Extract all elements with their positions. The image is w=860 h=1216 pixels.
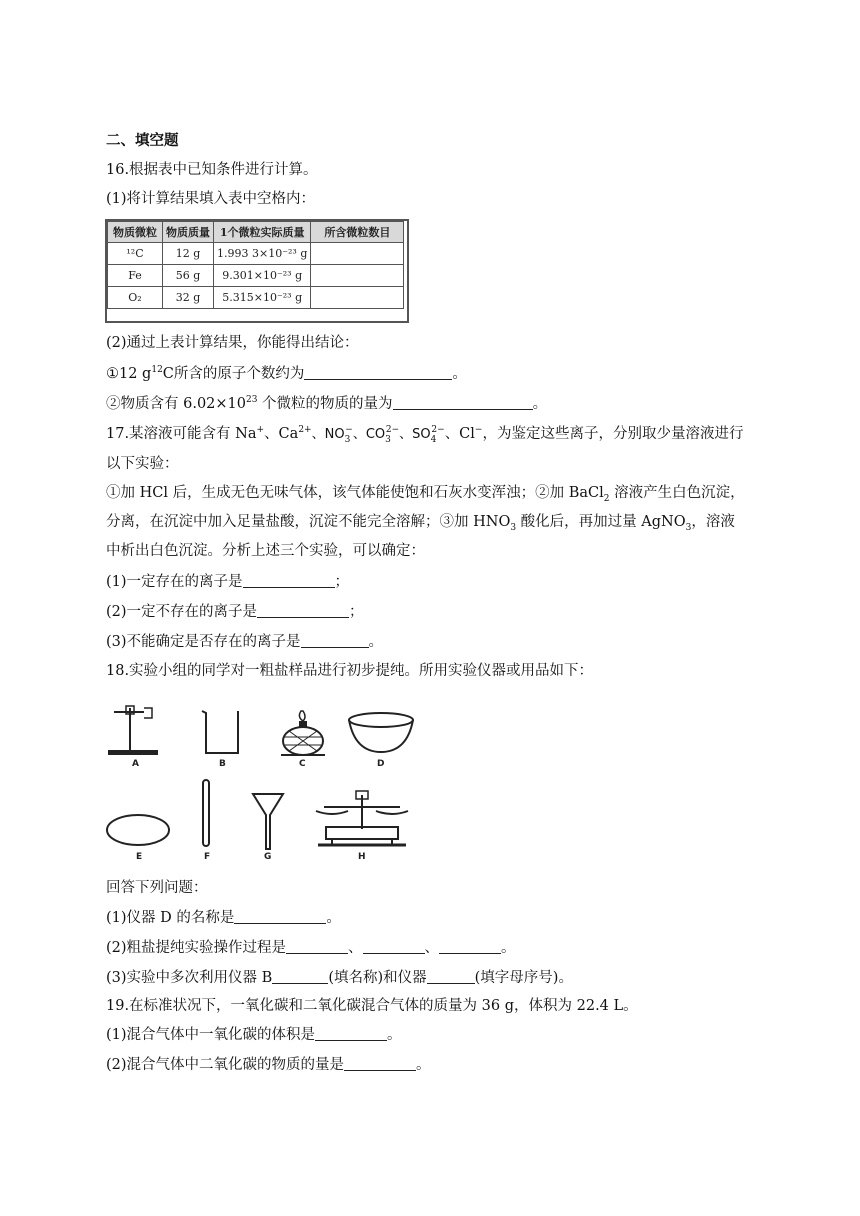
table-cell: ¹²C [108, 243, 163, 265]
evaporating-dish-icon [345, 710, 417, 756]
answer-blank[interactable] [234, 909, 326, 924]
label-h: H [358, 852, 366, 862]
iron-stand-icon [104, 702, 160, 760]
table-header: 物质微粒 [108, 222, 163, 243]
table-cell: 32 g [163, 287, 214, 309]
answer-blank[interactable] [243, 573, 335, 588]
table-cell-blank[interactable] [311, 265, 404, 287]
q18-answer-1: (1)仪器 D 的名称是 。 [106, 910, 341, 926]
q16-stem: 16.根据表中已知条件进行计算。 [106, 162, 318, 178]
beaker-icon [198, 707, 244, 757]
table-header: 1个微粒实际质量 [214, 222, 311, 243]
answer-blank[interactable] [257, 603, 349, 618]
glass-rod-icon [199, 778, 215, 850]
label-f: F [204, 852, 211, 862]
watch-glass-icon [104, 811, 172, 849]
answer-blank[interactable] [315, 1026, 387, 1041]
label-b: B [219, 759, 226, 769]
funnel-icon [250, 791, 286, 851]
q19-answer-1: (1)混合气体中一氧化碳的体积是 。 [106, 1027, 402, 1043]
q17-answer-3: (3)不能确定是否存在的离子是 。 [106, 634, 384, 650]
q18-stem: 18.实验小组的同学对一粗盐样品进行初步提纯。所用实验仪器或用品如下： [106, 663, 594, 679]
q17-exp-1: ①加 HCl 后，生成无色无味气体，该气体能使饱和石灰水变浑浊；②加 BaCl$_2$ 溶液产生白色沉淀， [106, 485, 745, 504]
table-cell: 9.301×10⁻²³ g [214, 265, 311, 287]
answer-blank[interactable] [363, 939, 425, 954]
table-cell: 56 g [163, 265, 214, 287]
q18-answer-3: (3)实验中多次利用仪器 B (填名称)和仪器 (填字母序号)。 [106, 970, 573, 986]
q16-part1: (1)将计算结果填入表中空格内： [106, 191, 316, 207]
q18-prompt: 回答下列问题： [106, 880, 208, 896]
q16-conclusion-1: ①12 $g^{12}C$所含的原子个数约为 。 [106, 365, 467, 382]
q17-stem-2: 以下实验： [106, 456, 179, 472]
answer-blank[interactable] [286, 939, 348, 954]
table-cell: 5.315×10⁻²³ g [214, 287, 311, 309]
table-row [108, 287, 404, 309]
table-cell: O₂ [108, 287, 163, 309]
q17-stem: 17.某溶液可能含有 Na+、$Ca^{2+}$、$NO_3^-$、$CO_3^{2-}$、$SO_4^{2-}$、Cl−，为鉴定这些离子，分别取少量溶液进行 [106, 425, 744, 445]
table-row [108, 243, 404, 265]
answer-blank[interactable] [272, 969, 328, 984]
answer-blank[interactable] [344, 1056, 416, 1071]
q17-answer-1: (1)一定存在的离子是 ； [106, 574, 350, 590]
answer-blank[interactable] [439, 939, 501, 954]
answer-blank[interactable] [427, 969, 475, 984]
label-d: D [377, 759, 385, 769]
q17-exp-2: 分离，在沉淀中加入足量盐酸，沉淀不能完全溶解；③加 $HNO_3$ 酸化后，再加过量 AgNO$_3$，溶液 [106, 514, 735, 533]
q19-answer-2: (2)混合气体中二氧化碳的物质的量是 。 [106, 1057, 431, 1073]
table-row [108, 265, 404, 287]
q16-part2: (2)通过上表计算结果，你能得出结论： [106, 335, 359, 351]
label-e: E [136, 852, 143, 862]
answer-blank[interactable] [304, 365, 452, 380]
table-cell: 1.993 3×10⁻²³ g [214, 243, 311, 265]
q17-exp-3: 中析出白色沉淀。分析上述三个实验，可以确定： [106, 543, 425, 559]
q16-table [107, 221, 404, 309]
balance-icon [312, 789, 412, 851]
alcohol-lamp-icon [277, 707, 329, 757]
label-c: C [299, 759, 306, 769]
table-cell-blank[interactable] [311, 287, 404, 309]
section-title: 二、填空题 [106, 133, 179, 149]
table-cell: 12 g [163, 243, 214, 265]
answer-blank[interactable] [393, 395, 533, 410]
label-a: A [132, 759, 139, 769]
table-header: 所含微粒数目 [311, 222, 404, 243]
table-cell-blank[interactable] [311, 243, 404, 265]
q18-answer-2: (2)粗盐提纯实验操作过程是 、 、 。 [106, 940, 516, 956]
table-header: 物质质量 [163, 222, 214, 243]
q17-answer-2: (2)一定不存在的离子是 ； [106, 604, 364, 620]
q16-conclusion-2: ②物质含有 $6.02\times 10^{23}$ 个微粒的物质的量为 。 [106, 395, 548, 412]
q19-stem: 19.在标准状况下，一氧化碳和二氧化碳混合气体的质量为 36 g，体积为 22.4 L。 [106, 998, 638, 1014]
label-g: G [264, 852, 272, 862]
answer-blank[interactable] [301, 633, 369, 648]
table-cell: Fe [108, 265, 163, 287]
